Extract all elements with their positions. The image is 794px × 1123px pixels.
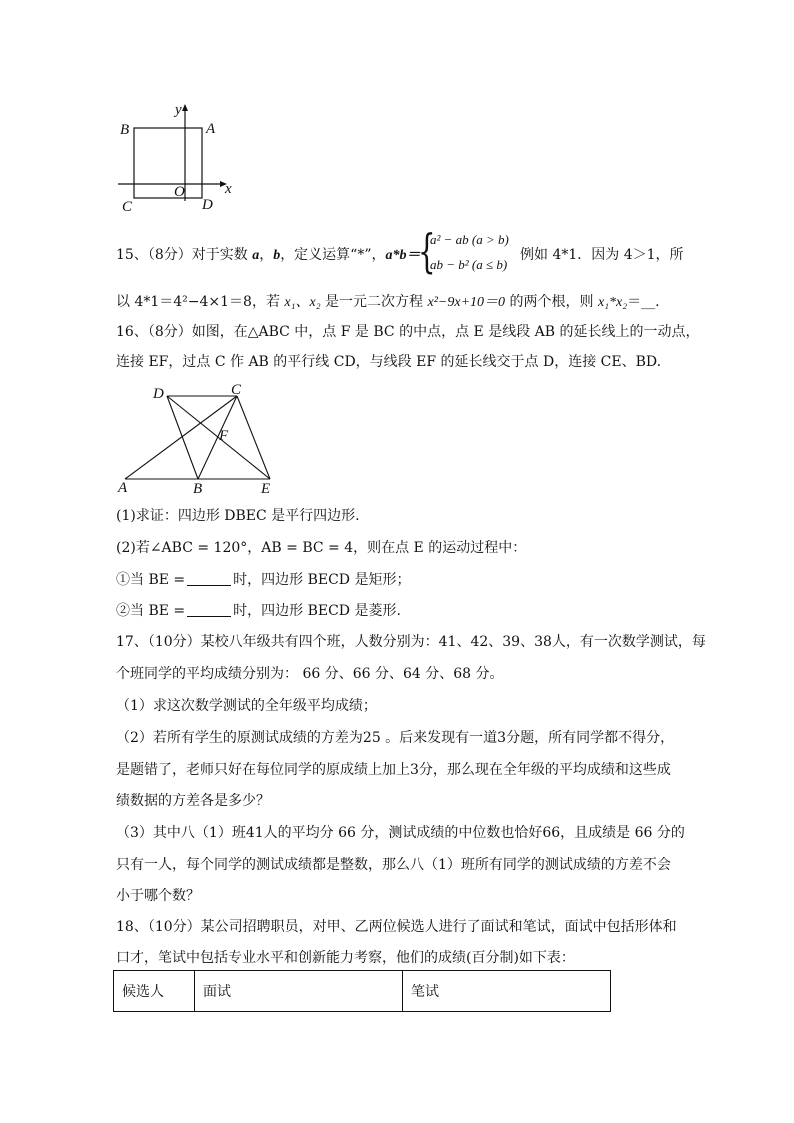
q15-expr: x₁*x₂ xyxy=(597,295,628,310)
q17-line2: 个班同学的平均成绩分别为： 66 分、66 分、64 分、68 分。 xyxy=(116,666,504,682)
q17-line6: 绩数据的方差各是多少？ xyxy=(116,793,270,809)
q16-part2a-pre: ①当 BE = xyxy=(116,572,186,588)
square-ABCD xyxy=(134,128,202,198)
table-header-cell: 候选人 xyxy=(114,971,195,1012)
q16-part2a-post: 时，四边形 BECD 是矩形； xyxy=(233,572,411,588)
label-C: C xyxy=(231,382,242,398)
q15-case2: ab − b² (a ≤ b) xyxy=(430,257,508,272)
q17-line3: （1）求这次数学测试的全年级平均成绩； xyxy=(116,698,377,714)
q16-part1: (1)求证：四边形 DBEC 是平行四边形. xyxy=(116,508,360,524)
q15-equation: x²−9x+10＝0 xyxy=(427,295,506,310)
table-header-cell: 笔试 xyxy=(403,971,611,1012)
q16-part2b-post: 时，四边形 BECD 是菱形. xyxy=(233,603,401,619)
q17-line4: （2）若所有学生的原测试成绩的方差为25 。后来发现有一道3分题，所有同学都不得分， xyxy=(116,730,675,746)
q15-b: b xyxy=(273,248,281,263)
label-D: D xyxy=(202,197,213,213)
q15-line2-end: ＝__. xyxy=(627,294,660,310)
q18-line1: 18、（10分）某公司招聘职员，对甲、乙两位候选人进行了面试和笔试，面试中包括形体和 xyxy=(116,919,677,935)
answer-blank[interactable] xyxy=(187,602,231,617)
label-O: O xyxy=(174,184,185,200)
q17-line9: 小于哪个数？ xyxy=(116,888,200,904)
label-F: F xyxy=(219,428,229,444)
q15-lhs: a*b＝ xyxy=(385,248,421,263)
label-A: A xyxy=(206,121,216,137)
q15-case1: a² − ab (a > b) xyxy=(430,232,509,247)
q16-part2b xyxy=(116,602,401,620)
label-y: y xyxy=(175,102,182,118)
q16-part2a xyxy=(116,571,411,589)
q15-comma: ， xyxy=(259,247,274,263)
q18-line2: 口才，笔试中包括专业水平和创新能力考察，他们的成绩(百分制)如下表： xyxy=(116,950,575,966)
q17-line5: 是题错了，老师只好在每位同学的原成绩上加上3分，那么现在全年级的平均成绩和这些成 xyxy=(116,762,671,778)
label-B: B xyxy=(193,481,203,497)
q16-line1: 16、（8分）如图，在△ABC 中，点 F 是 BC 的中点，点 E 是线段 AB 的延长线上的一动点， xyxy=(116,324,700,340)
q15-line2 xyxy=(116,293,660,312)
q15-head: 15、（8分）对于实数 xyxy=(116,247,248,263)
score-table xyxy=(113,970,611,1012)
coordinate-square-figure xyxy=(110,100,240,215)
q15-line2-c: 的两个根，则 xyxy=(509,294,594,310)
q15-a: a xyxy=(252,248,260,263)
q17-line7: （3）其中八（1）班41人的平均分 66 分，测试成绩的中位数也恰好66，且成绩是 66 分的 xyxy=(116,825,685,841)
q16-part2b-pre: ②当 BE = xyxy=(116,603,186,619)
label-E: E xyxy=(261,481,271,497)
q15-example: 例如 4*1．因为 4＞1，所 xyxy=(520,247,684,263)
table-header-cell: 面试 xyxy=(195,971,403,1012)
q15-line1 xyxy=(116,246,421,265)
label-C: C xyxy=(122,199,133,215)
answer-blank[interactable] xyxy=(187,571,231,586)
q16-line2: 连接 EF，过点 C 作 AB 的平行线 CD，与线段 EF 的延长线交于点 D，连接 CE、BD. xyxy=(116,354,662,370)
q15-define: ，定义运算“*”， xyxy=(280,247,386,263)
parallelogram-figure xyxy=(115,382,285,497)
q17-line1: 17、（10分）某校八年级共有四个班，人数分别为：41、42、39、38人，有一次数学测试，每 xyxy=(116,634,706,650)
q15-brace: { xyxy=(418,224,436,278)
table-header-row xyxy=(114,971,611,1012)
label-x: x xyxy=(225,181,232,197)
q16-part2: (2)若∠ABC = 120°，AB = BC = 4，则在点 E 的运动过程中： xyxy=(116,540,527,556)
q15-line2-b: 是一元二次方程 xyxy=(325,294,424,310)
y-axis-arrow xyxy=(182,104,188,111)
label-D: D xyxy=(153,386,164,402)
q17-line8: 只有一人，每个同学的测试成绩都是整数，那么八（1）班所有同学的测试成绩的方差不会 xyxy=(116,857,671,873)
q15-line2-a: 以 4*1＝4²−4×1＝8，若 xyxy=(116,294,280,310)
label-B: B xyxy=(120,122,130,138)
label-A: A xyxy=(118,480,128,496)
q15-x1x2: x₁、x₂ xyxy=(284,295,321,310)
